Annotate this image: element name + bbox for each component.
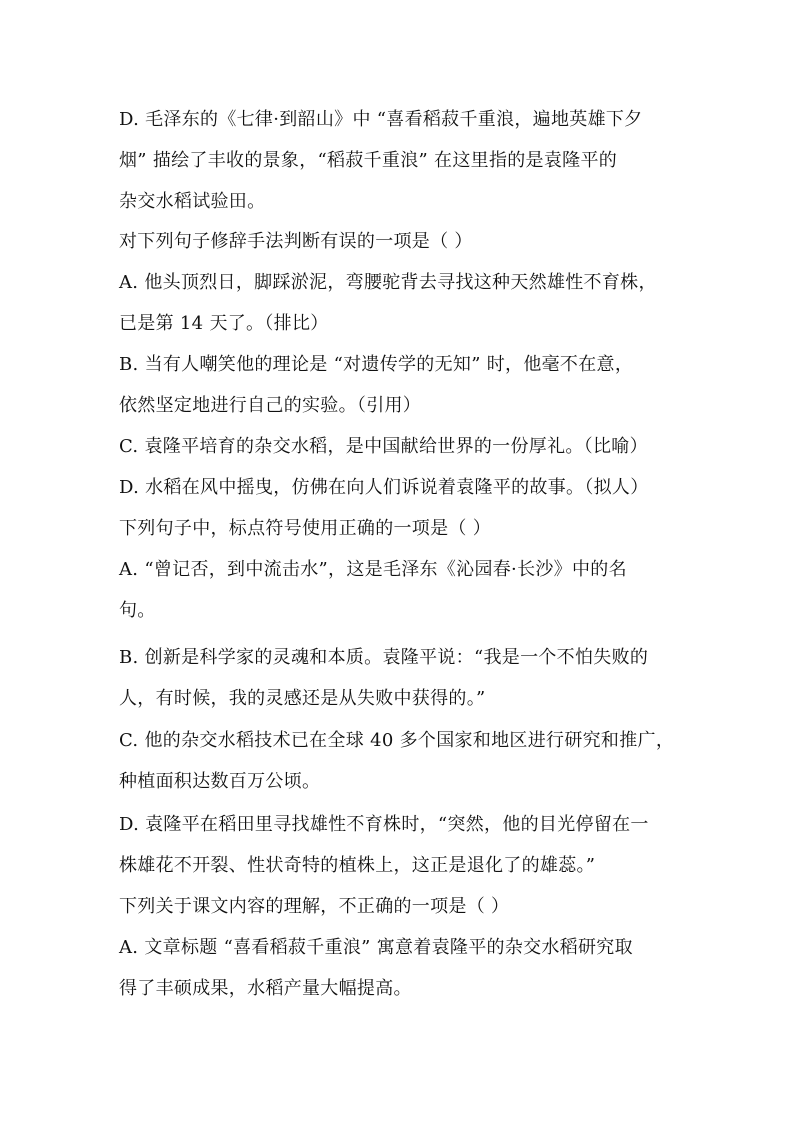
punctuation-option-b-line-2: 人，有时候，我的灵感还是从失败中获得的。” xyxy=(119,688,486,709)
question-comprehension: 下列关于课文内容的理解，不正确的一项是（ ） xyxy=(119,896,510,917)
punctuation-option-c-line-2: 种植面积达数百万公顷。 xyxy=(119,771,321,792)
rhetoric-option-b-line-2: 依然坚定地进行自己的实验。（引用） xyxy=(119,395,422,416)
punctuation-option-d-line-2: 株雄花不开裂、性状奇特的植株上，这正是退化了的雄蕊。” xyxy=(119,855,596,876)
rhetoric-option-a-line-1: A. 他头顶烈日，脚踩淤泥，弯腰驼背去寻找这种天然雄性不育株， xyxy=(119,272,657,293)
punctuation-option-d-line-1: D. 袁隆平在稻田里寻找雄性不育株时，“突然，他的目光停留在一 xyxy=(119,814,649,835)
question-punctuation: 下列句子中，标点符号使用正确的一项是（ ） xyxy=(119,518,492,539)
option-d-line-3: 杂交水稻试验田。 xyxy=(119,191,266,212)
comprehension-option-a-line-2: 得了丰硕成果，水稻产量大幅提高。 xyxy=(119,978,412,999)
question-rhetoric: 对下列句子修辞手法判断有误的一项是（ ） xyxy=(119,231,473,252)
rhetoric-option-b-line-1: B. 当有人嘲笑他的理论是 “对遗传学的无知” 时，他毫不在意， xyxy=(119,354,634,375)
comprehension-option-a-line-1: A. 文章标题 “喜看稻菽千重浪” 寓意着袁隆平的杂交水稻研究取 xyxy=(119,937,633,958)
rhetoric-option-a-line-2: 已是第 14 天了。（排比） xyxy=(119,313,329,334)
rhetoric-option-c: C. 袁隆平培育的杂交水稻，是中国献给世界的一份厚礼。（比喻） xyxy=(119,436,648,457)
punctuation-option-c-line-1: C. 他的杂交水稻技术已在全球 40 多个国家和地区进行研究和推广， xyxy=(119,730,675,751)
punctuation-option-a-line-2: 句。 xyxy=(119,600,156,621)
option-d-line-1: D. 毛泽东的《七律·到韶山》中 “喜看稻菽千重浪，遍地英雄下夕 xyxy=(119,109,643,130)
punctuation-option-b-line-1: B. 创新是科学家的灵魂和本质。袁隆平说：“我是一个不怕失败的 xyxy=(119,647,649,668)
punctuation-option-a-line-1: A. “曾记否，到中流击水”，这是毛泽东《沁园春·长沙》中的名 xyxy=(119,559,627,580)
rhetoric-option-d: D. 水稻在风中摇曳，仿佛在向人们诉说着袁隆平的故事。（拟人） xyxy=(119,477,649,498)
option-d-line-2: 烟” 描绘了丰收的景象，“稻菽千重浪” 在这里指的是袁隆平的 xyxy=(119,150,618,171)
